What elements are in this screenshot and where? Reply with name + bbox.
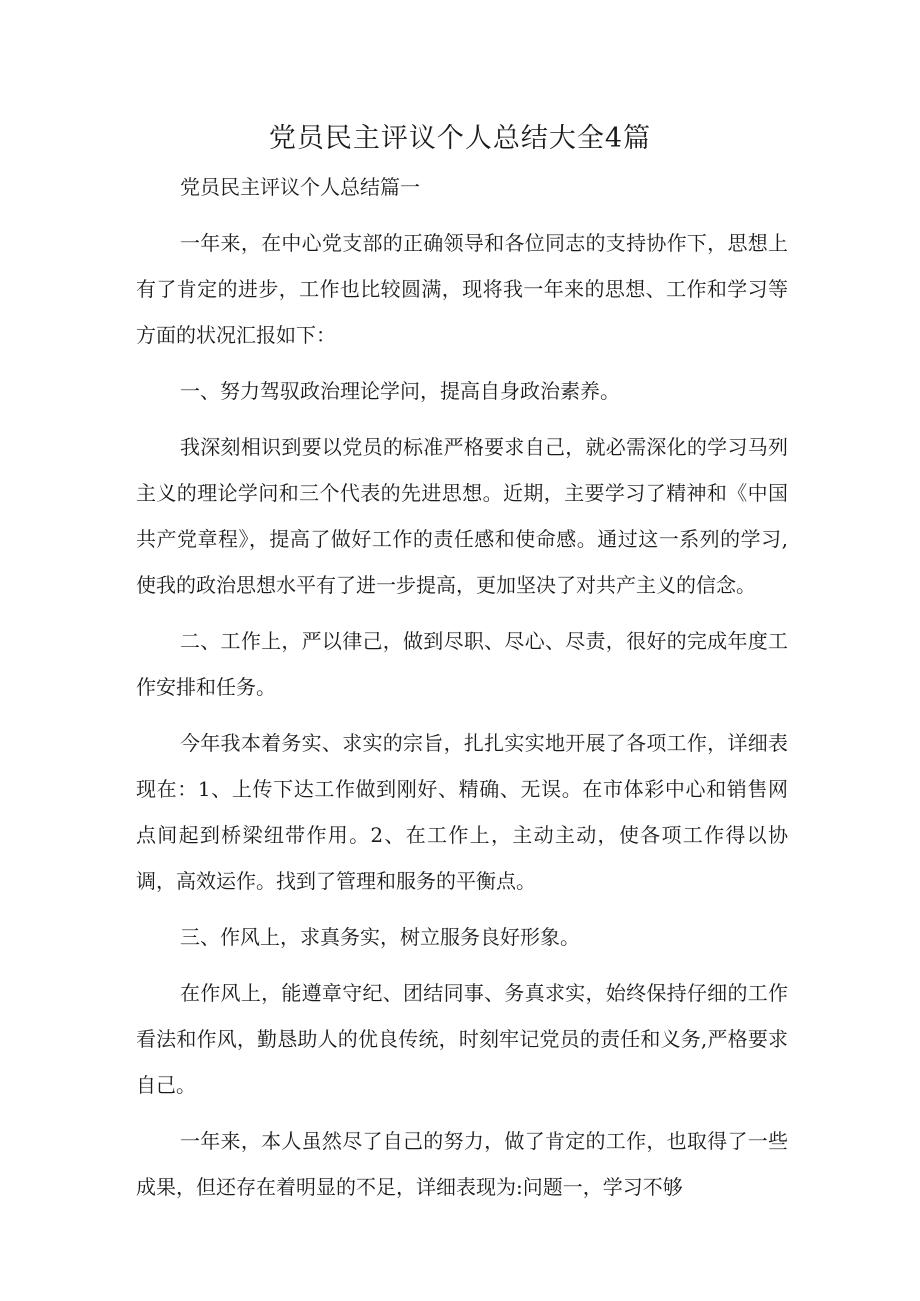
paragraph-politics: 我深刻相识到要以党员的标准严格要求自己，就必需深化的学习马列主义的理论学问和三个代表的先进思想。近期，主要学习了精神和《中国共产党章程》，提高了做好工作的责任感和使命感。通过这一系列的学习,使我的政治思想水平有了进一步提高，更加坚决了对共产主义的信念。 bbox=[136, 435, 788, 597]
document-title: 党员民主评议个人总结大全4篇 bbox=[268, 123, 652, 154]
document-body bbox=[136, 164, 788, 1220]
paragraph-style: 在作风上，能遵章守纪、团结同事、务真求实，始终保持仔细的工作看法和作风，勤恳助人的优良传统，时刻牢记党员的责任和义务,严格要求自己。 bbox=[136, 981, 788, 1097]
section-subtitle: 党员民主评议个人总结篇一 bbox=[180, 175, 420, 199]
heading-work: 二、工作上，严以律己，做到尽职、尽心、尽责，很好的完成年度工作安排和任务。 bbox=[136, 629, 788, 699]
heading-politics: 一、努力驾驭政治理论学问，提高自身政治素养。 bbox=[180, 379, 620, 403]
paragraph-intro: 一年来，在中心党支部的正确领导和各位同志的支持协作下，思想上有了肯定的进步，工作也比较圆满，现将我一年来的思想、工作和学习等方面的状况汇报如下： bbox=[136, 231, 788, 347]
paragraph-work: 今年我本着务实、求实的宗旨，扎扎实实地开展了各项工作，详细表现在：1、上传下达工作做到刚好、精确、无误。在市体彩中心和销售网点间起到桥梁纽带作用。2、在工作上，主动主动，使各项工作得以协调，高效运作。找到了管理和服务的平衡点。 bbox=[136, 731, 788, 893]
heading-style: 三、作风上，求真务实，树立服务良好形象。 bbox=[180, 925, 580, 949]
paragraph-shortcomings: 一年来，本人虽然尽了自己的努力，做了肯定的工作，也取得了一些成果，但还存在着明显的不足，详细表现为:问题一，学习不够 bbox=[136, 1129, 788, 1199]
